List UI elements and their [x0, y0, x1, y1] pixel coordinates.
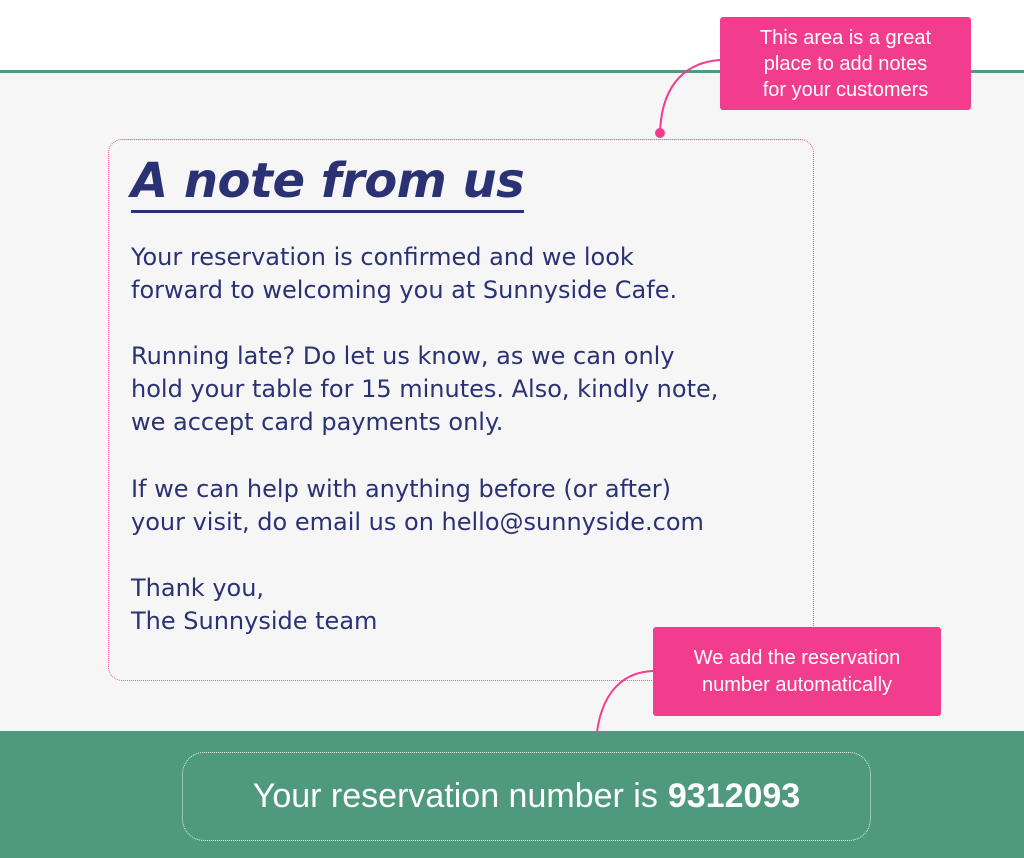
reservation-number: 9312093 [667, 777, 801, 815]
reservation-label: Your reservation number is [252, 777, 658, 815]
note-line: we accept card payments only. [131, 408, 504, 436]
note-line: your visit, do email us on hello@sunnyside.com [131, 508, 704, 536]
note-line: forward to welcoming you at Sunnyside Cafe. [131, 276, 678, 304]
note-line: If we can help with anything before (or after) [131, 475, 672, 503]
note-paragraph-confirmation [131, 241, 811, 307]
note-line: hold your table for 15 minutes. Also, kindly note, [131, 375, 719, 403]
tooltip-line: place to add notes [763, 53, 928, 75]
tooltip-line: We add the reservation [693, 647, 901, 669]
reservation-number-box [182, 752, 871, 841]
note-paragraph-contact [131, 473, 811, 539]
tooltip-line: for your customers [762, 79, 929, 101]
note-line: Your reservation is confirmed and we look [131, 243, 634, 271]
note-title: A note from us [131, 152, 524, 213]
notes-annotation-tooltip [720, 17, 971, 110]
reservation-annotation-tooltip [653, 627, 941, 716]
note-line: Thank you, [131, 574, 265, 602]
note-line: The Sunnyside team [131, 607, 378, 635]
tooltip-line: number automatically [701, 674, 893, 696]
note-paragraph-late [131, 340, 811, 439]
note-line: Running late? Do let us know, as we can only [131, 342, 675, 370]
tooltip-line: This area is a great [759, 27, 932, 49]
